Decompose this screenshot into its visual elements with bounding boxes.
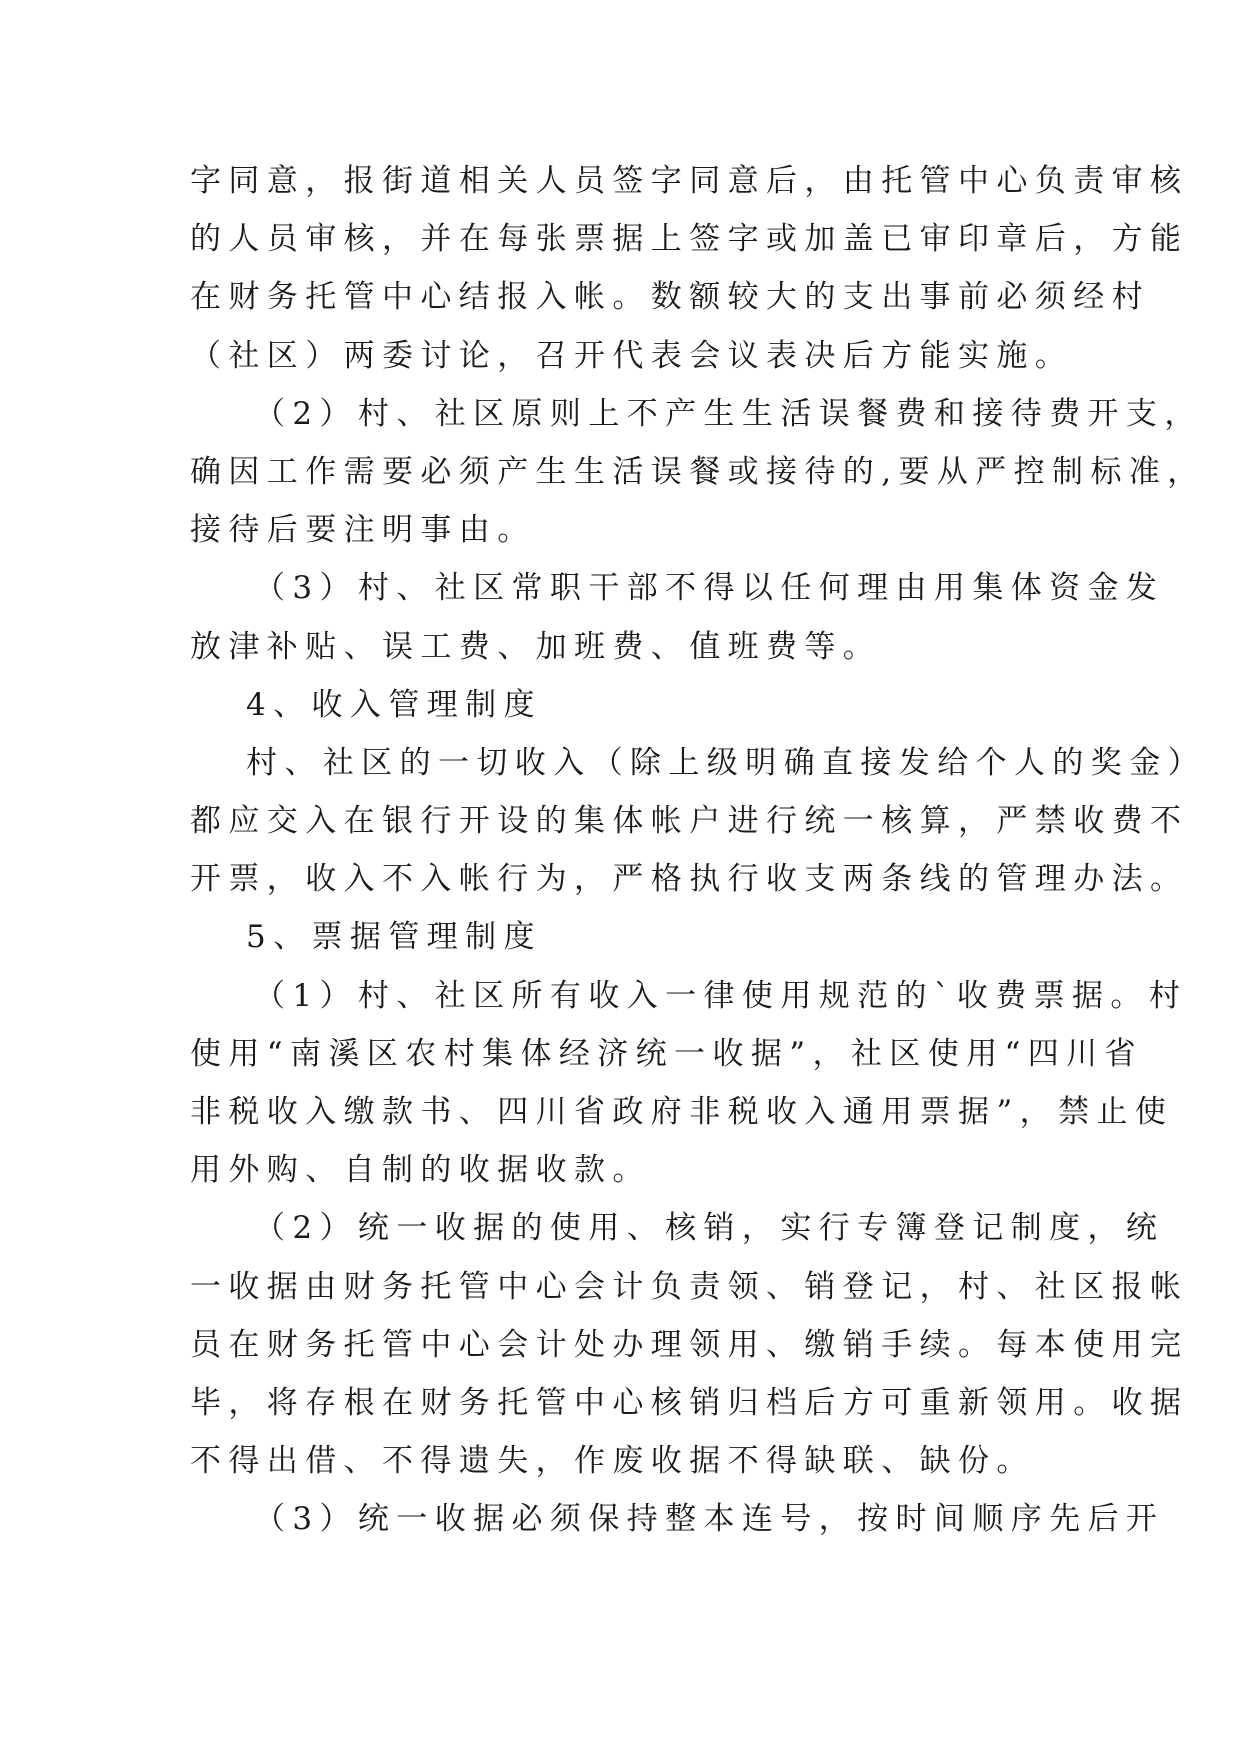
text-line: 的人员审核，并在每张票据上签字或加盖已审印章后，方能 bbox=[190, 221, 1189, 258]
text-line: 接待后要注明事由。 bbox=[190, 512, 536, 549]
text-line: 用外购、自制的收据收款。 bbox=[190, 1152, 651, 1189]
text-line: 放津补贴、误工费、加班费、值班费等。 bbox=[190, 628, 882, 665]
text-line: 一收据由财务托管中心会计负责领、销登记，村、社区报帐 bbox=[190, 1268, 1189, 1305]
text-line: （3）统一收据必须保持整本连号，按时间顺序先后开 bbox=[254, 1501, 1165, 1538]
document-body bbox=[190, 152, 1206, 1549]
text-line: 非税收入缴款书、四川省政府非税收入通用票据”，禁止使 bbox=[190, 1094, 1174, 1130]
text-line: （1）村、社区所有收入一律使用规范的`收费票据。村 bbox=[254, 977, 1188, 1014]
text-line: 员在财务托管中心会计处办理领用、缴销手续。每本使用完 bbox=[190, 1326, 1189, 1363]
text-line: 不得出借、不得遗失，作废收据不得缺联、缺份。 bbox=[190, 1443, 1035, 1480]
text-line: 毕，将存根在财务托管中心核销归档后方可重新领用。收据 bbox=[190, 1384, 1189, 1421]
text-line: （2）村、社区原则上不产生生活误餐费和接待费开支， bbox=[254, 395, 1203, 432]
text-line: 字同意，报街道相关人员签字同意后，由托管中心负责审核 bbox=[190, 163, 1189, 199]
text-line: 村、社区的一切收入（除上级明确直接发给个人的奖金） bbox=[246, 744, 1206, 781]
text-line: 使用“南溪区农村集体经济统一收据”，社区使用“四川省 bbox=[190, 1035, 1143, 1072]
text-line: 都应交入在银行开设的集体帐户进行统一核算，严禁收费不 bbox=[190, 803, 1189, 840]
text-line: （3）村、社区常职干部不得以任何理由用集体资金发 bbox=[254, 570, 1165, 607]
text-line: 开票，收入不入帐行为，严格执行收支两条线的管理办法。 bbox=[190, 861, 1189, 898]
section-heading: 5、票据管理制度 bbox=[246, 919, 542, 956]
text-line: 确因工作需要必须产生生活误餐或接待的,要从严控制标准， bbox=[190, 453, 1206, 490]
text-line: 在财务托管中心结报入帐。数额较大的支出事前必须经村 bbox=[190, 279, 1150, 316]
section-heading: 4、收入管理制度 bbox=[246, 686, 542, 723]
text-line: （2）统一收据的使用、核销，实行专簿登记制度，统 bbox=[254, 1210, 1165, 1247]
text-line: （社区）两委讨论，召开代表会议表决后方能实施。 bbox=[190, 337, 1074, 374]
